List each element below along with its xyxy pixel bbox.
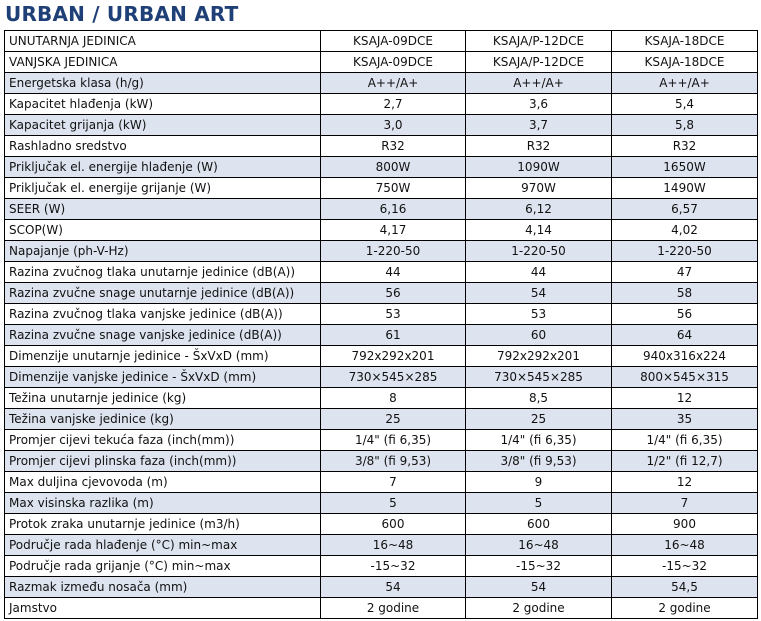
row-label: VANJSKA JEDINICA: [5, 52, 321, 73]
row-value-model-3: -15~32: [612, 556, 758, 577]
row-value-model-3: 58: [612, 283, 758, 304]
row-value-model-2: 9: [466, 472, 612, 493]
table-row: [5, 535, 758, 556]
table-row: [5, 136, 758, 157]
table-row: [5, 115, 758, 136]
row-label: Energetska klasa (h/g): [5, 73, 321, 94]
table-row: [5, 577, 758, 598]
row-value-model-2: 54: [466, 577, 612, 598]
row-label: Težina unutarnje jedinice (kg): [5, 388, 321, 409]
row-value-model-2: 54: [466, 283, 612, 304]
row-value-model-1: 1-220-50: [321, 241, 466, 262]
row-value-model-2: KSAJA/P-12DCE: [466, 52, 612, 73]
row-value-model-1: 44: [321, 262, 466, 283]
row-value-model-3: 54,5: [612, 577, 758, 598]
row-label: Dimenzije vanjske jedinice - ŠxVxD (mm): [5, 367, 321, 388]
row-value-model-2: 1090W: [466, 157, 612, 178]
row-value-model-1: 600: [321, 514, 466, 535]
row-value-model-1: 750W: [321, 178, 466, 199]
row-value-model-3: 1/2" (fi 12,7): [612, 451, 758, 472]
row-value-model-1: R32: [321, 136, 466, 157]
row-value-model-3: 56: [612, 304, 758, 325]
row-value-model-2: 4,14: [466, 220, 612, 241]
row-value-model-3: 64: [612, 325, 758, 346]
row-value-model-1: 61: [321, 325, 466, 346]
row-value-model-1: 8: [321, 388, 466, 409]
table-row: [5, 157, 758, 178]
row-label: UNUTARNJA JEDINICA: [5, 31, 321, 52]
row-value-model-2: 3,7: [466, 115, 612, 136]
row-value-model-3: 47: [612, 262, 758, 283]
row-value-model-3: 4,02: [612, 220, 758, 241]
table-row: [5, 94, 758, 115]
table-row: [5, 325, 758, 346]
row-label: Dimenzije unutarnje jedinice - ŠxVxD (mm): [5, 346, 321, 367]
row-value-model-1: 54: [321, 577, 466, 598]
table-row: [5, 73, 758, 94]
table-row: [5, 346, 758, 367]
table-row: [5, 388, 758, 409]
spec-table: [4, 30, 758, 619]
row-label: Razina zvučnog tlaka vanjske jedinice (dB(A)): [5, 304, 321, 325]
row-value-model-1: 730×545×285: [321, 367, 466, 388]
row-value-model-1: A++/A+: [321, 73, 466, 94]
row-value-model-3: 6,57: [612, 199, 758, 220]
table-row: [5, 241, 758, 262]
row-label: Priključak el. energije hlađenje (W): [5, 157, 321, 178]
row-value-model-3: 940x316x224: [612, 346, 758, 367]
table-row: [5, 199, 758, 220]
row-value-model-3: 1650W: [612, 157, 758, 178]
row-label: Promjer cijevi plinska faza (inch(mm)): [5, 451, 321, 472]
row-value-model-1: KSAJA-09DCE: [321, 52, 466, 73]
row-value-model-3: 7: [612, 493, 758, 514]
table-row: [5, 598, 758, 619]
table-row: [5, 283, 758, 304]
row-value-model-1: 5: [321, 493, 466, 514]
row-value-model-3: 1490W: [612, 178, 758, 199]
row-label: Jamstvo: [5, 598, 321, 619]
table-row: [5, 430, 758, 451]
row-label: SEER (W): [5, 199, 321, 220]
row-value-model-3: 12: [612, 388, 758, 409]
row-value-model-1: 25: [321, 409, 466, 430]
row-label: Kapacitet grijanja (kW): [5, 115, 321, 136]
row-value-model-3: A++/A+: [612, 73, 758, 94]
row-value-model-2: A++/A+: [466, 73, 612, 94]
row-value-model-2: 16~48: [466, 535, 612, 556]
row-value-model-3: KSAJA-18DCE: [612, 31, 758, 52]
row-label: Napajanje (ph-V-Hz): [5, 241, 321, 262]
page-title: URBAN / URBAN ART: [5, 2, 239, 26]
row-label: Područje rada hlađenje (°C) min~max: [5, 535, 321, 556]
row-value-model-3: 12: [612, 472, 758, 493]
row-value-model-2: 2 godine: [466, 598, 612, 619]
table-row: [5, 304, 758, 325]
row-value-model-2: KSAJA/P-12DCE: [466, 31, 612, 52]
table-row: [5, 556, 758, 577]
table-row: [5, 514, 758, 535]
row-value-model-1: 4,17: [321, 220, 466, 241]
row-value-model-3: 2 godine: [612, 598, 758, 619]
row-label: Promjer cijevi tekuća faza (inch(mm)): [5, 430, 321, 451]
row-label: Max visinska razlika (m): [5, 493, 321, 514]
header-row-indoor-unit: [5, 31, 758, 52]
row-label: Max duljina cjevovoda (m): [5, 472, 321, 493]
spec-table-body: [5, 31, 758, 619]
table-row: [5, 451, 758, 472]
row-label: Težina vanjske jedinice (kg): [5, 409, 321, 430]
row-value-model-1: 1/4" (fi 6,35): [321, 430, 466, 451]
row-value-model-3: 35: [612, 409, 758, 430]
row-value-model-3: KSAJA-18DCE: [612, 52, 758, 73]
row-value-model-2: 3,6: [466, 94, 612, 115]
row-label: Područje rada grijanje (°C) min~max: [5, 556, 321, 577]
row-value-model-2: 60: [466, 325, 612, 346]
row-label: Protok zraka unutarnje jedinice (m3/h): [5, 514, 321, 535]
row-value-model-1: 3,0: [321, 115, 466, 136]
row-label: SCOP(W): [5, 220, 321, 241]
row-value-model-1: 6,16: [321, 199, 466, 220]
row-value-model-3: 900: [612, 514, 758, 535]
row-value-model-2: 5: [466, 493, 612, 514]
row-value-model-1: KSAJA-09DCE: [321, 31, 466, 52]
table-row: [5, 262, 758, 283]
row-value-model-3: 1-220-50: [612, 241, 758, 262]
row-label: Razina zvučne snage unutarnje jedinice (dB(A)): [5, 283, 321, 304]
row-value-model-3: 5,8: [612, 115, 758, 136]
row-value-model-1: 56: [321, 283, 466, 304]
row-value-model-2: R32: [466, 136, 612, 157]
row-value-model-1: -15~32: [321, 556, 466, 577]
row-value-model-2: 44: [466, 262, 612, 283]
row-value-model-3: R32: [612, 136, 758, 157]
row-value-model-2: 600: [466, 514, 612, 535]
row-value-model-2: 1-220-50: [466, 241, 612, 262]
row-value-model-3: 1/4" (fi 6,35): [612, 430, 758, 451]
row-value-model-2: 6,12: [466, 199, 612, 220]
row-value-model-2: -15~32: [466, 556, 612, 577]
row-value-model-2: 792x292x201: [466, 346, 612, 367]
row-value-model-1: 800W: [321, 157, 466, 178]
row-value-model-1: 2 godine: [321, 598, 466, 619]
row-value-model-2: 8,5: [466, 388, 612, 409]
table-row: [5, 178, 758, 199]
table-row: [5, 367, 758, 388]
table-row: [5, 472, 758, 493]
row-value-model-2: 730×545×285: [466, 367, 612, 388]
table-row: [5, 493, 758, 514]
row-value-model-2: 970W: [466, 178, 612, 199]
row-value-model-1: 3/8" (fi 9,53): [321, 451, 466, 472]
row-value-model-2: 1/4" (fi 6,35): [466, 430, 612, 451]
row-value-model-1: 792x292x201: [321, 346, 466, 367]
row-value-model-2: 25: [466, 409, 612, 430]
row-value-model-2: 3/8" (fi 9,53): [466, 451, 612, 472]
row-value-model-1: 2,7: [321, 94, 466, 115]
row-label: Priključak el. energije grijanje (W): [5, 178, 321, 199]
row-value-model-3: 800×545×315: [612, 367, 758, 388]
row-label: Razina zvučnog tlaka unutarnje jedinice (dB(A)): [5, 262, 321, 283]
row-value-model-1: 53: [321, 304, 466, 325]
header-row-outdoor-unit: [5, 52, 758, 73]
row-label: Rashladno sredstvo: [5, 136, 321, 157]
row-value-model-3: 16~48: [612, 535, 758, 556]
table-row: [5, 220, 758, 241]
row-label: Razmak između nosača (mm): [5, 577, 321, 598]
row-value-model-1: 16~48: [321, 535, 466, 556]
row-label: Razina zvučne snage vanjske jedinice (dB(A)): [5, 325, 321, 346]
row-value-model-2: 53: [466, 304, 612, 325]
table-row: [5, 409, 758, 430]
row-value-model-1: 7: [321, 472, 466, 493]
row-value-model-3: 5,4: [612, 94, 758, 115]
row-label: Kapacitet hlađenja (kW): [5, 94, 321, 115]
